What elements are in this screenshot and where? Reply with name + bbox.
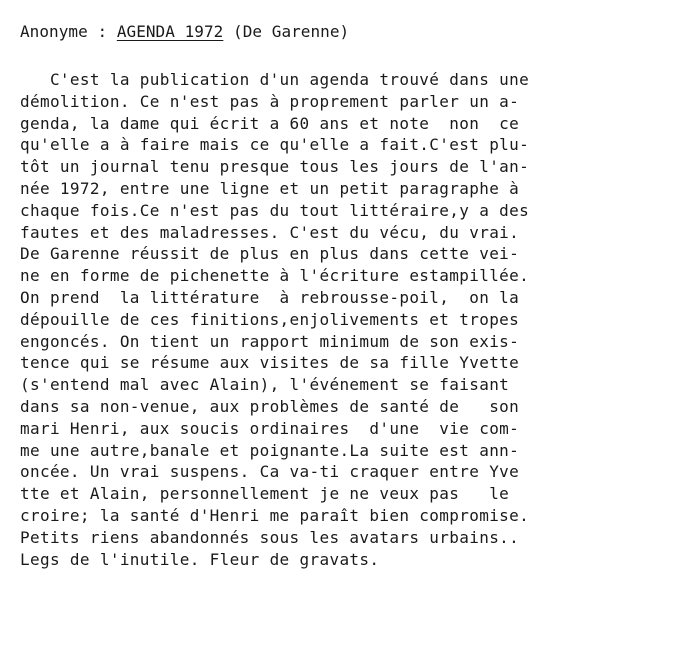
text-line: On prend la littérature à rebrousse-poil, on la <box>20 287 520 307</box>
text-line: chaque fois.Ce n'est pas du tout littéraire,y a des <box>20 200 530 220</box>
text-line: dans sa non-venue, aux problèmes de santé de son <box>20 396 520 416</box>
review-header <box>20 20 349 44</box>
text-line: tôt un journal tenu presque tous les jours de l'an- <box>20 157 530 177</box>
text-line: démolition. Ce n'est pas à proprement parler un a- <box>20 91 520 111</box>
review-paragraph <box>20 69 670 570</box>
text-line: Petits riens abandonnés sous les avatars urbains.. <box>20 527 520 547</box>
author-label: Anonyme : <box>20 22 117 41</box>
text-line: C'est la publication d'un agenda trouvé dans une <box>20 70 530 89</box>
text-line: qu'elle a à faire mais ce qu'elle a fait.C'est plu- <box>20 135 530 155</box>
text-line: tence qui se résume aux visites de sa fille Yvette <box>20 353 520 373</box>
text-line: croire; la santé d'Henri me paraît bien compromise. <box>20 505 530 525</box>
text-line: genda, la dame qui écrit a 60 ans et note non ce <box>20 113 520 133</box>
text-line: fautes et des maladresses. C'est du vécu, du vrai. <box>20 222 520 242</box>
publisher-label: (De Garenne) <box>223 22 350 41</box>
text-line: ne en forme de pichenette à l'écriture estampillée. <box>20 266 530 286</box>
text-line: De Garenne réussit de plus en plus dans cette vei- <box>20 244 520 264</box>
book-title: AGENDA 1972 <box>116 22 224 41</box>
text-line: oncée. Un vrai suspens. Ca va-ti craquer entre Yve <box>20 462 520 482</box>
text-line: tte et Alain, personnellement je ne veux pas le <box>20 484 510 504</box>
text-line: mari Henri, aux soucis ordinaires d'une vie com- <box>20 418 520 438</box>
text-line: me une autre,banale et poignante.La suite est ann- <box>20 440 520 460</box>
text-line: Legs de l'inutile. Fleur de gravats. <box>20 549 380 569</box>
text-line: née 1972, entre une ligne et un petit paragraphe à <box>20 178 520 198</box>
text-line: (s'entend mal avec Alain), l'événement se faisant <box>20 375 510 395</box>
text-line: dépouille de ces finitions,enjolivements et tropes <box>20 309 520 329</box>
text-line: engoncés. On tient un rapport minimum de son exis- <box>20 331 520 351</box>
